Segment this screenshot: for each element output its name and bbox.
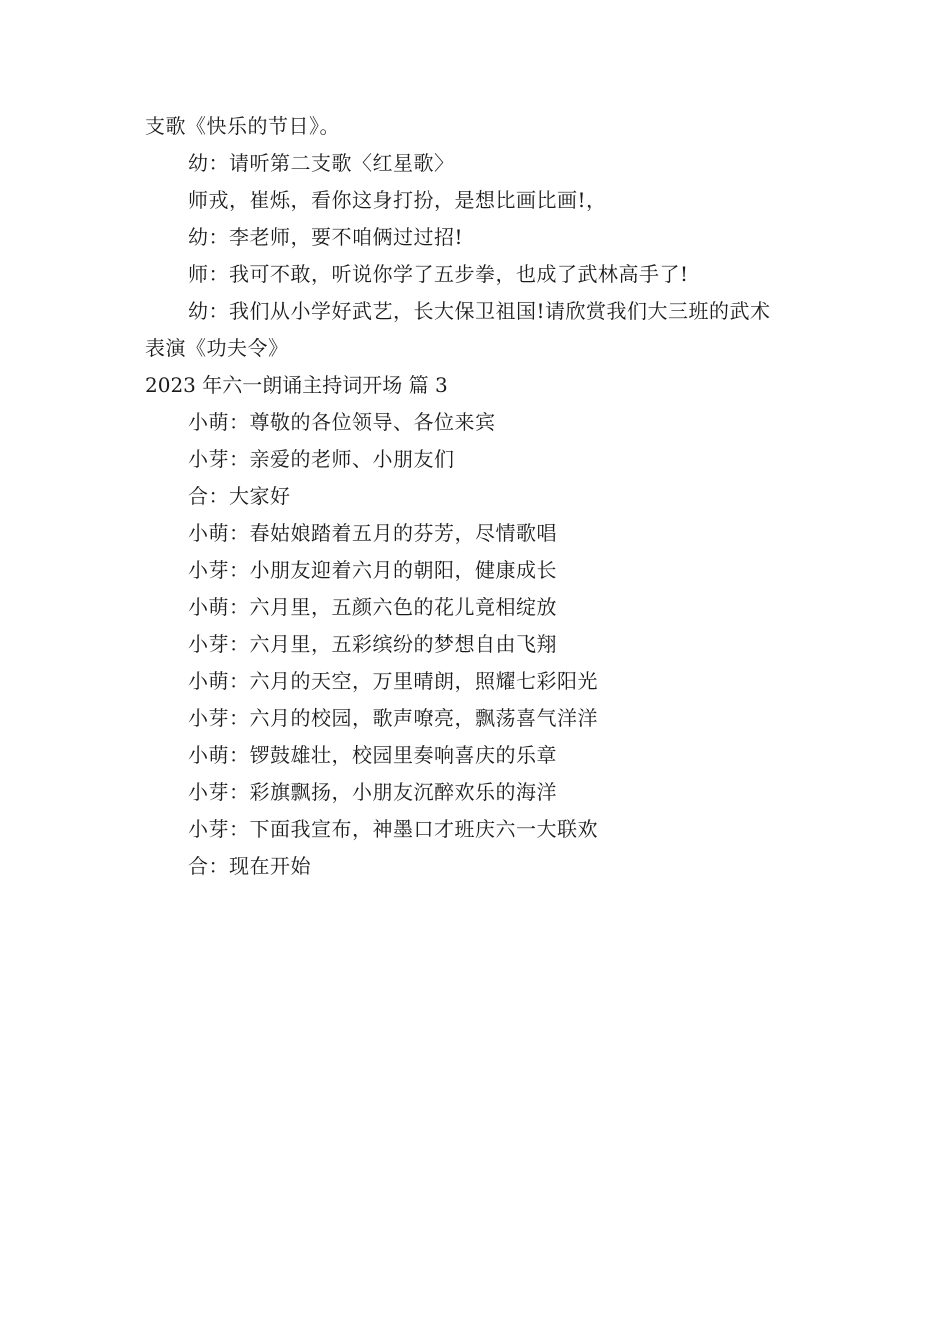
dialogue-line: 小萌：六月里，五颜六色的花儿竟相绽放: [188, 595, 557, 619]
dialogue-line: 合：现在开始: [188, 854, 311, 878]
dialogue-line: 小萌：春姑娘踏着五月的芬芳，尽情歌唱: [188, 521, 557, 545]
text-line: 幼：我们从小学好武艺，长大保卫祖国!请欣赏我们大三班的武术: [188, 299, 771, 323]
dialogue-line: 小萌：锣鼓雄壮，校园里奏响喜庆的乐章: [188, 743, 557, 767]
text-line: 表演《功夫令》: [145, 336, 289, 360]
dialogue-line: 小芽：下面我宣布，神墨口才班庆六一大联欢: [188, 817, 598, 841]
dialogue-line: 合：大家好: [188, 484, 291, 508]
dialogue-line: 小芽：六月里，五彩缤纷的梦想自由飞翔: [188, 632, 557, 656]
dialogue-line: 小芽：亲爱的老师、小朋友们: [188, 447, 455, 471]
text-line: 师戎，崔烁，看你这身打扮，是想比画比画!，: [188, 188, 607, 212]
text-line: 师：我可不敢，听说你学了五步拳，也成了武林高手了!: [188, 262, 689, 286]
document-body: [145, 108, 815, 885]
dialogue-line: 小萌：六月的天空，万里晴朗，照耀七彩阳光: [188, 669, 598, 693]
dialogue-line: 小芽：六月的校园，歌声嘹亮，飘荡喜气洋洋: [188, 706, 598, 730]
text-line: 支歌《快乐的节日》。: [145, 114, 340, 138]
dialogue-line: 小芽：彩旗飘扬，小朋友沉醉欢乐的海洋: [188, 780, 557, 804]
text-line: 幼：请听第二支歌〈红星歌〉: [188, 151, 455, 175]
section-heading: 2023 年六一朗诵主持词开场 篇 3: [145, 373, 448, 397]
dialogue-line: 小芽：小朋友迎着六月的朝阳，健康成长: [188, 558, 557, 582]
text-line: 幼：李老师，要不咱俩过过招!: [188, 225, 464, 249]
dialogue-line: 小萌：尊敬的各位领导、各位来宾: [188, 410, 496, 434]
